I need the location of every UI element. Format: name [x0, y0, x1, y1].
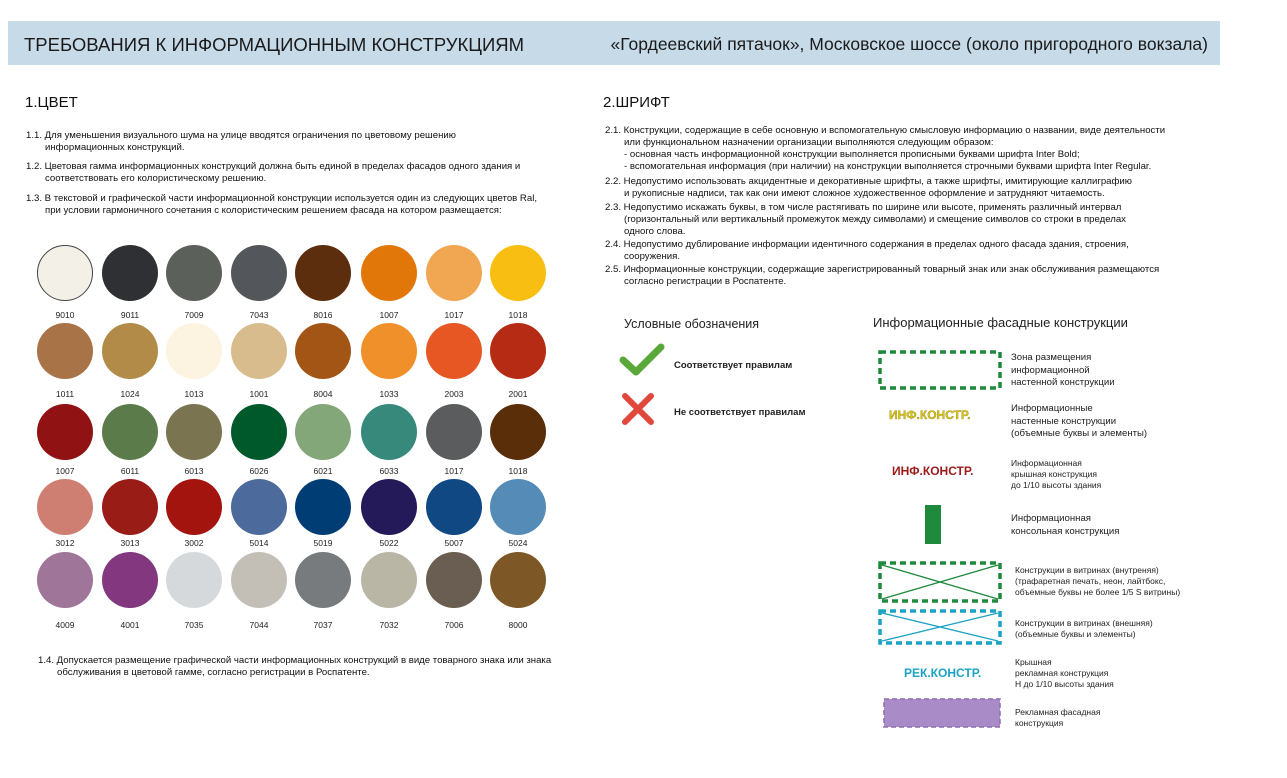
- color-swatch-8016: [295, 245, 351, 301]
- paragraph-2-1: [605, 125, 1165, 173]
- color-swatch-6011: [102, 404, 158, 460]
- text-line: сооружения.: [624, 251, 680, 262]
- text-line: или функциональном назначении организации выполняются следующим образом:: [624, 137, 994, 148]
- color-code-label: 3002: [184, 538, 204, 548]
- text-line: 1.2. Цветовая гамма информационных конструкций должна быть единой в пределах фасадов одного здания и: [26, 161, 521, 172]
- color-code-label: 1007: [379, 310, 399, 320]
- color-swatch-6021: [295, 404, 351, 460]
- cross-icon: [622, 393, 654, 425]
- color-swatch-6026: [231, 404, 287, 460]
- window-outer-icon: [878, 609, 1002, 645]
- paragraph-1-4: [38, 655, 551, 679]
- color-swatch-5014: [231, 479, 287, 535]
- color-swatch-7037: [295, 552, 351, 608]
- color-swatch-3012: [37, 479, 93, 535]
- color-code-label: 1013: [184, 389, 204, 399]
- header-bar: [8, 21, 1220, 65]
- color-code-label: 1018: [508, 466, 528, 476]
- color-swatch-1013: [166, 323, 222, 379]
- color-code-label: 5014: [249, 538, 269, 548]
- color-code-label: 2001: [508, 389, 528, 399]
- color-swatch-3002: [166, 479, 222, 535]
- color-code-label: 3012: [55, 538, 75, 548]
- color-swatch-1024: [102, 323, 158, 379]
- text-line: 2.2. Недопустимо использовать акцидентные и декоративные шрифты, а также шрифты, имитирующие каллиграфию: [605, 176, 1132, 187]
- facade-title: Информационные фасадные конструкции: [873, 315, 1128, 330]
- color-swatch-7006: [426, 552, 482, 608]
- color-code-label: 8016: [313, 310, 333, 320]
- facade-item-4-desc: [1011, 513, 1119, 538]
- color-swatch-4001: [102, 552, 158, 608]
- text-line: 2.4. Недопустимо дублирование информации идентичного содержания в пределах одного фасада здания, строения,: [605, 239, 1129, 250]
- facade-item-7-desc: [1015, 657, 1114, 690]
- color-code-label: 4009: [55, 620, 75, 630]
- text-line: Конструкции в витринах (внутреняя): [1015, 565, 1159, 575]
- color-swatch-1017: [426, 245, 482, 301]
- paragraph-1-3: [26, 193, 537, 217]
- color-swatch-1011: [37, 323, 93, 379]
- roof-ad-sign-sample: РЕК.КОНСТР.: [904, 666, 982, 680]
- text-line: конструкция: [1015, 718, 1064, 728]
- color-swatch-8000: [490, 552, 546, 608]
- color-swatch-4009: [37, 552, 93, 608]
- text-line: информационной: [1011, 364, 1090, 376]
- color-code-label: 1007: [55, 466, 75, 476]
- color-code-label: 7032: [379, 620, 399, 630]
- text-line: объемные буквы не более 1/5 S витрины): [1015, 587, 1181, 597]
- font-section-heading: 2.ШРИФТ: [603, 94, 670, 111]
- color-code-label: 6033: [379, 466, 399, 476]
- text-line: при условии гармоничного сочетания с колористическим решением фасада на котором размещается:: [45, 205, 502, 216]
- color-code-label: 7009: [184, 310, 204, 320]
- text-line: (объемные буквы и элементы): [1011, 428, 1148, 439]
- color-code-label: 4001: [120, 620, 140, 630]
- color-swatch-5019: [295, 479, 351, 535]
- console-sign-icon: [925, 505, 941, 544]
- text-line: информационных конструкций.: [45, 142, 185, 153]
- legend-title: Условные обозначения: [624, 317, 760, 331]
- color-swatch-1007: [37, 404, 93, 460]
- color-swatch-9011: [102, 245, 158, 301]
- text-line: обслуживания в цветовой гамме, согласно регистрации в Роспатенте.: [57, 667, 370, 678]
- color-code-label: 3013: [120, 538, 140, 548]
- color-code-label: 6013: [184, 466, 204, 476]
- text-line: 1.4. Допускается размещение графической части информационных конструкций в виде товарного знака или знака: [38, 655, 552, 666]
- text-line: Информационная: [1011, 513, 1092, 524]
- facade-item-1-desc: [1011, 352, 1115, 390]
- color-swatch-7032: [361, 552, 417, 608]
- color-swatch-5007: [426, 479, 482, 535]
- facade-item-2-desc: [1011, 403, 1147, 441]
- color-code-label: 1033: [379, 389, 399, 399]
- facade-item-3-desc: [1011, 458, 1101, 491]
- paragraph-2-2: [605, 176, 1132, 200]
- color-swatch-1018: [490, 404, 546, 460]
- text-line: консольная конструкция: [1011, 525, 1120, 537]
- color-code-label: 5024: [508, 538, 528, 548]
- paragraph-1-2: [26, 161, 520, 185]
- color-swatch-5024: [490, 479, 546, 535]
- text-line: - основная часть информационной конструкции выполняется прописными буквами шрифта Inter Bold;: [624, 149, 1080, 160]
- color-swatch-5022: [361, 479, 417, 535]
- color-code-label: 2003: [444, 389, 464, 399]
- facade-item-5-desc: [1015, 565, 1180, 598]
- color-code-label: 8004: [313, 389, 333, 399]
- wall-sign-sample: ИНФ.КОНСТР.: [889, 408, 971, 422]
- color-code-label: 5007: [444, 538, 464, 548]
- color-swatch-1007: [361, 245, 417, 301]
- roof-sign-sample: ИНФ.КОНСТР.: [892, 464, 974, 478]
- color-code-label: 7035: [184, 620, 204, 630]
- color-swatch-7035: [166, 552, 222, 608]
- color-code-label: 6011: [120, 466, 140, 476]
- text-line: согласно регистрации в Роспатенте.: [624, 276, 787, 287]
- color-section-heading: 1.ЦВЕТ: [25, 94, 78, 111]
- text-line: Информационные: [1011, 403, 1093, 414]
- paragraph-1-1: [26, 130, 456, 154]
- text-line: Конструкции в витринах (внешняя): [1015, 618, 1153, 628]
- text-line: Крышная: [1015, 657, 1052, 667]
- color-swatch-1018: [490, 245, 546, 301]
- text-line: настенной конструкции: [1011, 377, 1115, 388]
- legend-not-ok-label: Не соответствует правилам: [674, 407, 806, 418]
- text-line: 2.5. Информационные конструкции, содержащие зарегистрированный товарный знак или знак обслуживания размещаются: [605, 264, 1160, 275]
- check-icon: [621, 344, 663, 376]
- color-code-label: 6026: [249, 466, 269, 476]
- facade-item-8-desc: [1015, 707, 1100, 729]
- color-code-label: 7037: [313, 620, 333, 630]
- text-line: 2.3. Недопустимо искажать буквы, в том числе растягивать по ширине или высоте, применять различный интервал: [605, 202, 1122, 213]
- legend-ok-label: Соответствует правилам: [674, 360, 793, 371]
- color-swatch-1017: [426, 404, 482, 460]
- color-code-label: 1017: [444, 466, 464, 476]
- text-line: (объемные буквы и элементы): [1015, 629, 1136, 639]
- text-line: - вспомогательная информация (при наличии) на конструкции выполняется строчными буквами шрифта Inter Regular.: [624, 161, 1152, 172]
- text-line: до 1/10 высоты здания: [1011, 480, 1102, 490]
- color-code-label: 1024: [120, 389, 140, 399]
- wall-zone-icon: [878, 350, 1002, 390]
- color-swatch-2003: [426, 323, 482, 379]
- text-line: крышная конструкция: [1011, 469, 1097, 479]
- text-line: рекламная конструкция: [1015, 668, 1109, 678]
- color-swatch-1001: [231, 323, 287, 379]
- text-line: (трафаретная печать, неон, лайтбокс,: [1015, 576, 1166, 586]
- color-swatch-1033: [361, 323, 417, 379]
- color-code-label: 1001: [249, 389, 269, 399]
- color-code-label: 7044: [249, 620, 269, 630]
- page-title: ТРЕБОВАНИЯ К ИНФОРМАЦИОННЫМ КОНСТРУКЦИЯМ: [24, 34, 525, 55]
- color-code-label: 1017: [444, 310, 464, 320]
- text-line: Информационная: [1011, 458, 1082, 468]
- color-swatch-3013: [102, 479, 158, 535]
- color-code-label: 8000: [508, 620, 528, 630]
- text-line: соответствовать его колористическому решению.: [45, 173, 267, 184]
- text-line: настенные конструкции: [1011, 415, 1117, 427]
- paragraph-2-5: [605, 264, 1159, 288]
- color-code-label: 1011: [55, 389, 75, 399]
- color-swatch-7009: [166, 245, 222, 301]
- color-code-label: 7006: [444, 620, 464, 630]
- text-line: Зона размещения: [1011, 352, 1092, 363]
- color-code-label: 9011: [120, 310, 140, 320]
- text-line: Рекламная фасадная: [1015, 707, 1101, 717]
- page-subtitle: «Гордеевский пятачок», Московское шоссе (около пригородного вокзала): [610, 34, 1208, 54]
- text-line: 1.1. Для уменьшения визуального шума на улице вводятся ограничения по цветовому решению: [26, 130, 456, 141]
- color-swatch-2001: [490, 323, 546, 379]
- text-line: Н до 1/10 высоты здания: [1015, 679, 1114, 689]
- color-swatch-6033: [361, 404, 417, 460]
- text-line: (горизонтальный или вертикальный промежуток между символами) и смещение символов со строки в пределах: [624, 214, 1126, 225]
- color-swatch-8004: [295, 323, 351, 379]
- color-code-label: 6021: [313, 466, 333, 476]
- color-code-label: 7043: [249, 310, 269, 320]
- color-swatch-6013: [166, 404, 222, 460]
- color-swatch-7043: [231, 245, 287, 301]
- text-line: и рукописные надписи, так как они имеют сложное художественное оформление и затрудняют читаемость.: [624, 188, 1105, 199]
- color-code-label: 9010: [55, 310, 75, 320]
- color-code-label: 1018: [508, 310, 528, 320]
- text-line: одного слова.: [624, 226, 686, 237]
- color-code-label: 5022: [379, 538, 399, 548]
- color-swatch-9010: [37, 245, 93, 301]
- facade-ad-icon: [883, 698, 1001, 728]
- paragraph-2-4: [605, 239, 1129, 263]
- color-swatch-7044: [231, 552, 287, 608]
- color-code-label: 5019: [313, 538, 333, 548]
- facade-item-6-desc: [1015, 618, 1153, 640]
- paragraph-2-3: [605, 202, 1126, 238]
- text-line: 1.3. В текстовой и графической части информационной конструкции используется один из следующих цветов Ral,: [26, 193, 537, 204]
- text-line: 2.1. Конструкции, содержащие в себе основную и вспомогательную смысловую информацию о названии, виде деятельности: [605, 125, 1166, 136]
- window-inner-icon: [878, 561, 1002, 603]
